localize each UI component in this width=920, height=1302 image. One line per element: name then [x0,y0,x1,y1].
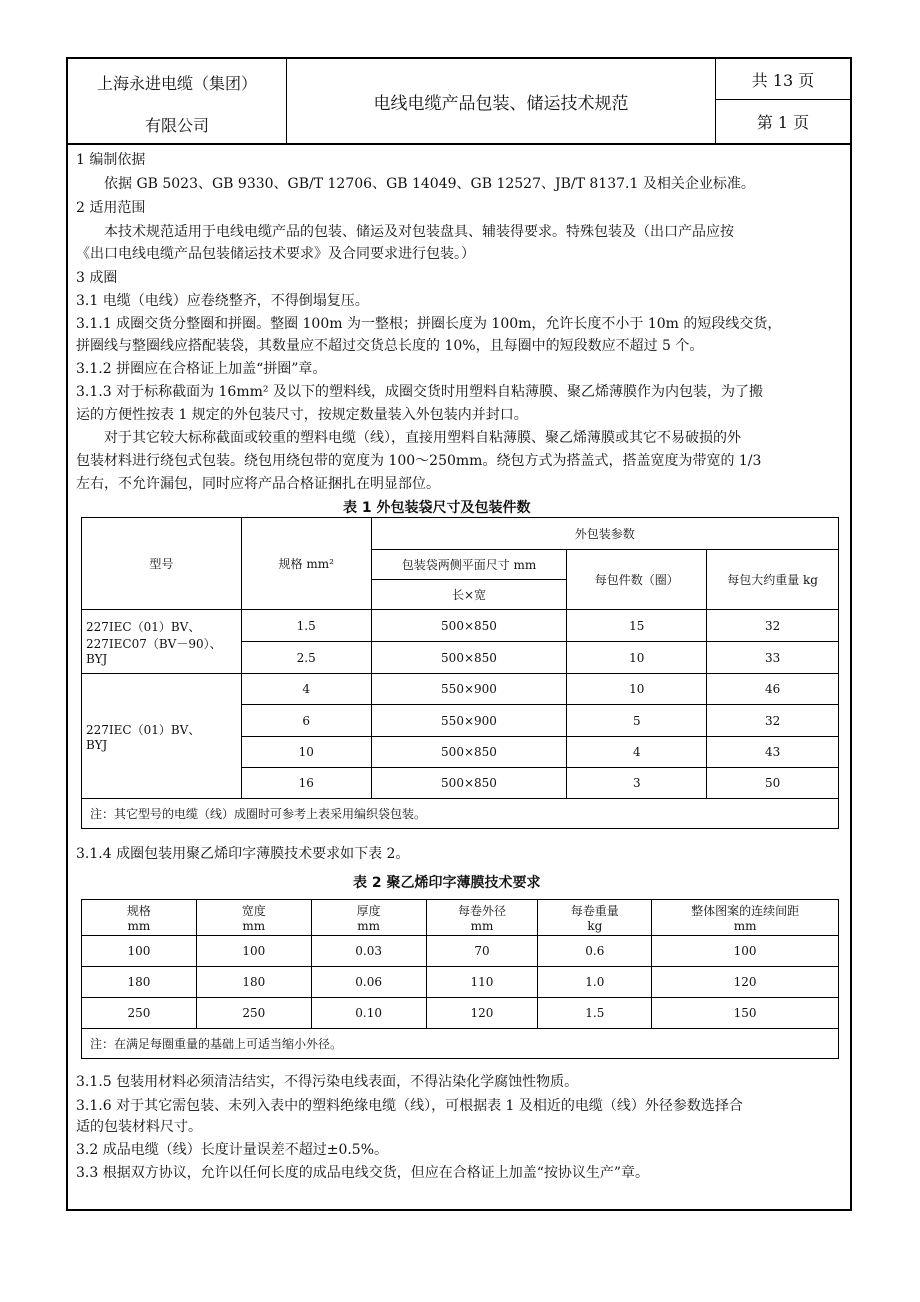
t2-cell: 0.10 [311,998,426,1029]
t2-cell: 150 [652,998,839,1029]
para-3-1-4: 3.1.4 成圈包装用聚乙烯印字薄膜技术要求如下表 2。 [76,846,410,862]
t1-cell: 32 [707,705,839,737]
t1-cell: 500×850 [371,642,567,674]
t1-cell: 33 [707,642,839,674]
section-3-heading: 3 成圈 [76,270,118,286]
t2-cell: 100 [82,936,197,967]
para-3-1-3-line2: 运的方便性按表 1 规定的外包装尺寸，按规定数量装入外包装内并封口。 [76,407,528,423]
t1-model-group2-line: BYJ [86,737,108,752]
t2-cell: 250 [82,998,197,1029]
t2-header [196,900,311,936]
t2-header-unit: mm [357,919,380,933]
t1-cell: 10 [567,642,707,674]
para-3-2: 3.2 成品电缆（线）长度计量误差不超过±0.5%。 [76,1142,389,1158]
t1-cell: 10 [241,737,371,768]
t1-header-weight: 每包大约重量 kg [707,550,839,610]
t2-header [82,900,197,936]
table-1-caption: 表 1 外包装袋尺寸及包装件数 [343,500,531,516]
table-1 [81,517,839,829]
t2-cell: 120 [652,967,839,998]
t2-header-name: 每卷外径 [457,904,506,918]
page-number: 第 1 页 [756,113,810,132]
section-2-text-line2: 《出口电线电缆产品包装储运技术要求》及合同要求进行包装。） [76,246,475,262]
company-name-line2: 有限公司 [144,116,209,135]
t2-cell: 100 [652,936,839,967]
section-1-text: 依据 GB 5023、GB 9330、GB/T 12706、GB 14049、GB 12527、JB/T 8137.1 及相关企业标准。 [104,176,755,192]
t2-cell: 0.6 [538,936,652,967]
t1-header-lw: 长×宽 [371,580,567,610]
table-2-caption: 表 2 聚乙烯印字薄膜技术要求 [353,875,541,891]
t2-cell: 0.03 [311,936,426,967]
t2-header-name: 每卷重量 [570,904,619,918]
section-2-heading: 2 适用范围 [76,200,146,216]
t1-cell: 500×850 [371,768,567,799]
t2-header [311,900,426,936]
t1-model-group1-line: 227IEC（01）BV、 [86,619,201,634]
t2-cell: 0.06 [311,967,426,998]
t1-cell: 3 [567,768,707,799]
t1-model-group2 [82,674,242,799]
t2-note: 注：在满足每圈重量的基础上可适当缩小外径。 [82,1029,839,1059]
para-3-1-1-line2: 拼圈线与整圈线应搭配装袋，其数量应不超过交货总长度的 10%，且每圈中的短段数应不超过 5 个。 [76,338,704,354]
t1-cell: 550×900 [371,705,567,737]
company-cell [68,59,287,143]
para-3-1-2: 3.1.2 拼圈应在合格证上加盖“拼圈”章。 [76,361,327,377]
t1-cell: 4 [241,674,371,705]
t1-header-model: 型号 [82,518,242,610]
t1-header-count: 每包件数（圈） [567,550,707,610]
t2-header-name: 宽度 [241,904,266,918]
t1-header-bag-size: 包装袋两侧平面尺寸 mm [371,550,567,580]
t2-cell: 70 [426,936,538,967]
section-1-heading: 1 编制依据 [76,152,146,168]
t1-cell: 4 [567,737,707,768]
t1-cell: 6 [241,705,371,737]
company-name-line1: 上海永进电缆（集团） [96,74,257,93]
t1-header-outer: 外包装参数 [371,518,838,550]
t1-cell: 43 [707,737,839,768]
t1-model-group1-line: BYJ [86,651,108,666]
t2-cell: 180 [82,967,197,998]
t1-cell: 32 [707,610,839,642]
t2-cell: 110 [426,967,538,998]
t1-cell: 550×900 [371,674,567,705]
t1-model-group1 [82,610,242,674]
t2-header-name: 厚度 [356,904,381,918]
t2-cell: 100 [196,936,311,967]
t2-header-unit: mm [733,919,757,933]
t2-cell: 250 [196,998,311,1029]
para-3-1-3-line4: 包装材料进行绕包式包装。绕包用绕包带的宽度为 100～250mm。绕包方式为搭盖式，搭盖宽度为带宽的 1/3 [76,453,762,469]
t2-cell: 120 [426,998,538,1029]
t2-cell: 180 [196,967,311,998]
t1-cell: 1.5 [241,610,371,642]
t1-cell: 10 [567,674,707,705]
table-2 [81,899,839,1059]
para-3-1-6-line1: 3.1.6 对于其它需包装、未列入表中的塑料绝缘电缆（线），可根据表 1 及相近的电缆（线）外径参数选择合 [76,1098,743,1114]
t1-cell: 2.5 [241,642,371,674]
para-3-1-5: 3.1.5 包装用材料必须清洁结实，不得污染电线表面，不得沾染化学腐蚀性物质。 [76,1074,579,1090]
t1-model-group1-line: 227IEC07（BV－90）、 [86,636,222,651]
section-2-text-line1: 本技术规范适用于电线电缆产品的包装、储运及对包装盘具、辅装得要求。特殊包装及（出口产品应按 [104,224,734,240]
total-pages: 共 13 页 [716,59,850,100]
document-title: 电线电缆产品包装、储运技术规范 [287,59,716,143]
para-3-1-6-line2: 适的包装材料尺寸。 [76,1119,202,1135]
t2-header-unit: mm [470,919,494,933]
t2-header-unit: mm [242,919,266,933]
t1-model-group2-line: 227IEC（01）BV、 [86,722,201,737]
t1-cell: 500×850 [371,610,567,642]
t1-cell: 46 [707,674,839,705]
t2-header [652,900,839,936]
t1-note: 注：其它型号的电缆（线）成圈时可参考上表采用编织袋包装。 [82,799,839,829]
t2-cell: 1.5 [538,998,652,1029]
t2-header-unit: mm [127,919,151,933]
t1-header-spec: 规格 mm² [241,518,371,610]
para-3-1: 3.1 电缆（电线）应卷绕整齐，不得倒塌复压。 [76,293,369,309]
t2-header-name: 整体图案的连续间距 [691,904,800,918]
t1-cell: 500×850 [371,737,567,768]
para-3-3: 3.3 根据双方协议，允许以任何长度的成品电线交货，但应在合格证上加盖“按协议生产”章。 [76,1165,650,1181]
t2-header [426,900,538,936]
t1-cell: 16 [241,768,371,799]
t2-header-name: 规格 [126,904,151,918]
t1-cell: 50 [707,768,839,799]
t2-header-unit: kg [587,919,603,933]
page-info-cell [716,59,850,143]
t1-cell: 5 [567,705,707,737]
para-3-1-3-line5: 左右，不允许漏包，同时应将产品合格证捆扎在明显部位。 [76,476,440,492]
para-3-1-3-line1: 3.1.3 对于标称截面为 16mm² 及以下的塑料线，成圈交货时用塑料自粘薄膜、聚乙烯薄膜作为内包装，为了搬 [76,384,763,400]
t2-cell: 1.0 [538,967,652,998]
header-block [68,59,850,145]
para-3-1-1-line1: 3.1.1 成圈交货分整圈和拼圈。整圈 100m 为一整根；拼圈长度为 100m，允许长度不小于 10m 的短段线交货， [76,316,782,332]
para-3-1-3-line3: 对于其它较大标称截面或较重的塑料电缆（线），直接用塑料自粘薄膜、聚乙烯薄膜或其它不易破损的外 [104,430,741,446]
t2-header [538,900,652,936]
t1-cell: 15 [567,610,707,642]
